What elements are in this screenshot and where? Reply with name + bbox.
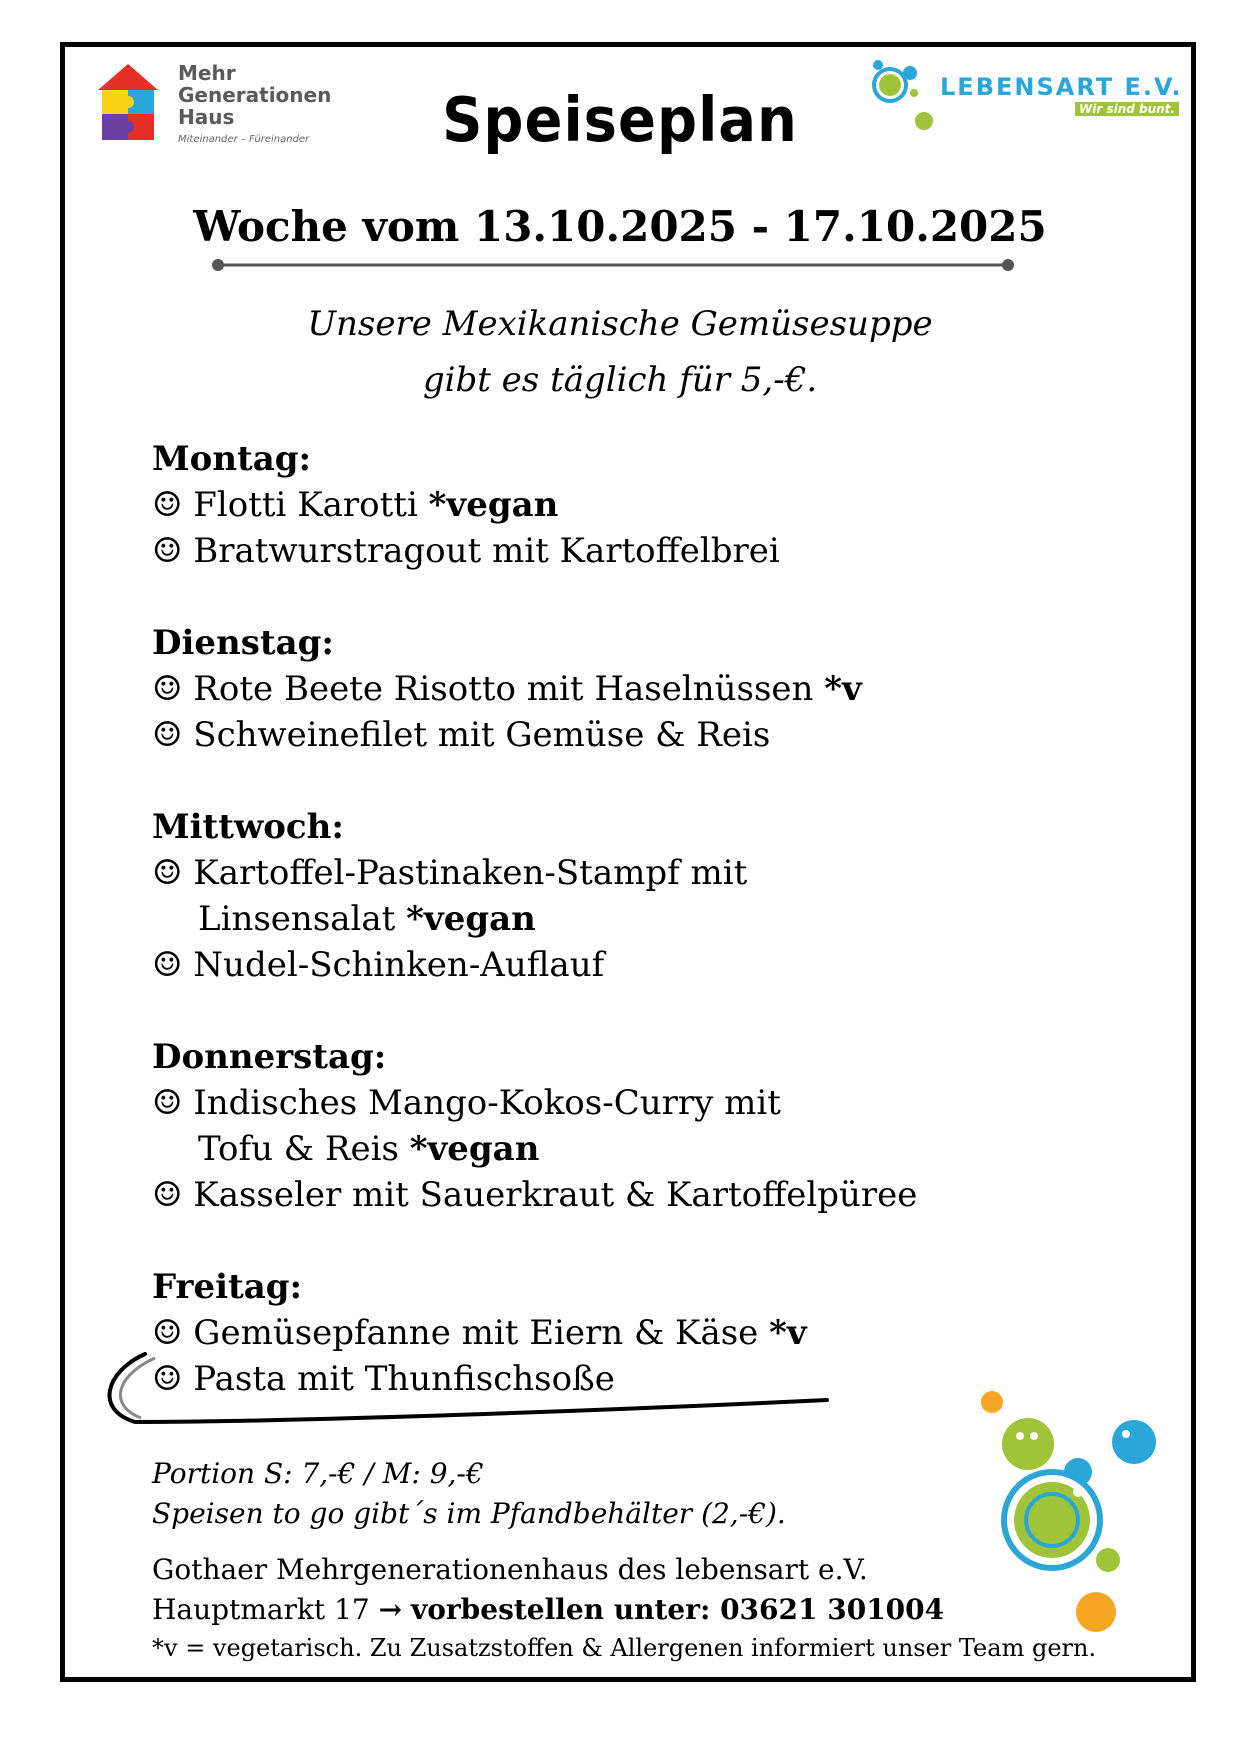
smiley-icon: ☺ [152,669,183,709]
smiley-icon: ☺ [152,945,183,985]
dish-name: Kartoffel-Pastinaken-Stampf mit [193,853,748,893]
smiley-icon: ☺ [152,1313,183,1353]
dish-item [152,850,1102,896]
arrow-icon: → [378,1593,403,1626]
dish-item [152,1310,1102,1356]
dish-name: Schweinefilet mit Gemüse & Reis [193,715,771,755]
dish-name: Gemüsepfanne mit Eiern & Käse [193,1313,759,1353]
dish-item [152,1080,1102,1126]
dish-continuation [152,1126,1102,1172]
smiley-icon: ☺ [152,715,183,755]
dish-name: Rote Beete Risotto mit Haselnüssen [193,669,814,709]
dish-item [152,482,1102,528]
bubbles-icon [870,55,950,135]
lebensart-logo [870,55,1183,135]
decorative-swoosh [95,1352,835,1432]
dish-item [152,528,1102,574]
dish-name: Flotti Karotti [193,485,418,525]
price-line2: Speisen to go gibt´s im Pfandbehälter (2,-€). [152,1497,786,1530]
dish-name: Bratwurstragout mit Kartoffelbrei [193,531,780,571]
dish-name: Pasta mit Thunfischsoße [193,1359,615,1399]
mgh-subtitle: Miteinander – Füreinander [178,134,310,145]
price-info [152,1454,786,1534]
intro-line2: gibt es täglich für 5,-€. [422,360,818,400]
smiley-icon: ☺ [152,853,183,893]
day-heading: Freitag: [152,1267,303,1307]
decorative-bubbles-icon [960,1390,1190,1640]
intro-line1: Unsere Mexikanische Gemüsesuppe [307,304,933,344]
dish-item [152,666,1102,712]
day-heading: Mittwoch: [152,807,344,847]
diet-tag: *vegan [406,899,536,939]
page-title: Speiseplan [442,84,798,157]
footer-phone: vorbestellen unter: 03621 301004 [410,1593,945,1626]
diet-tag: *vegan [428,485,559,525]
dish-item [152,1172,1102,1218]
footer-organization: Gothaer Mehrgenerationenhaus des lebensart e.V. [152,1553,868,1586]
footnote: *v = vegetarisch. Zu Zusatzstoffen & Allergenen informiert unser Team gern. [152,1634,1097,1662]
day-heading: Dienstag: [152,623,334,663]
smiley-icon: ☺ [152,531,183,571]
diet-tag: *v [769,1313,807,1353]
smiley-icon: ☺ [152,485,183,525]
heading-underline [212,258,1014,272]
footer-address: Hauptmarkt 17 [152,1593,370,1626]
day-heading: Donnerstag: [152,1037,387,1077]
dish-name-continued: Tofu & Reis [198,1129,399,1169]
price-line1: Portion S: 7,-€ / M: 9,-€ [152,1457,484,1490]
dish-name: Indisches Mango-Kokos-Curry mit [193,1083,781,1123]
footer-contact [152,1550,944,1630]
day-heading: Montag: [152,439,312,479]
mgh-line3: Haus [178,105,235,129]
dish-continuation [152,896,1102,942]
diet-tag: *v [824,669,862,709]
soup-intro [0,296,1240,408]
mgh-line1: Mehr [178,61,236,85]
lebensart-tagline: Wir sind bunt. [1075,102,1179,116]
footer-order-line [152,1590,944,1630]
smiley-icon: ☺ [152,1175,183,1215]
dish-item [152,712,1102,758]
mgh-line2: Generationen [178,83,332,107]
smiley-icon: ☺ [152,1359,183,1399]
dish-name-continued: Linsensalat [198,899,396,939]
diet-tag: *vegan [409,1129,540,1169]
dish-item [152,942,1102,988]
smiley-icon: ☺ [152,1083,183,1123]
week-heading: Woche vom 13.10.2025 - 17.10.2025 [193,202,1047,251]
dish-name: Nudel-Schinken-Auflauf [193,945,605,985]
dish-name: Kasseler mit Sauerkraut & Kartoffelpüree [193,1175,918,1215]
lebensart-name: LEBENSART E.V. [940,73,1183,101]
weekly-menu [152,436,1102,1402]
